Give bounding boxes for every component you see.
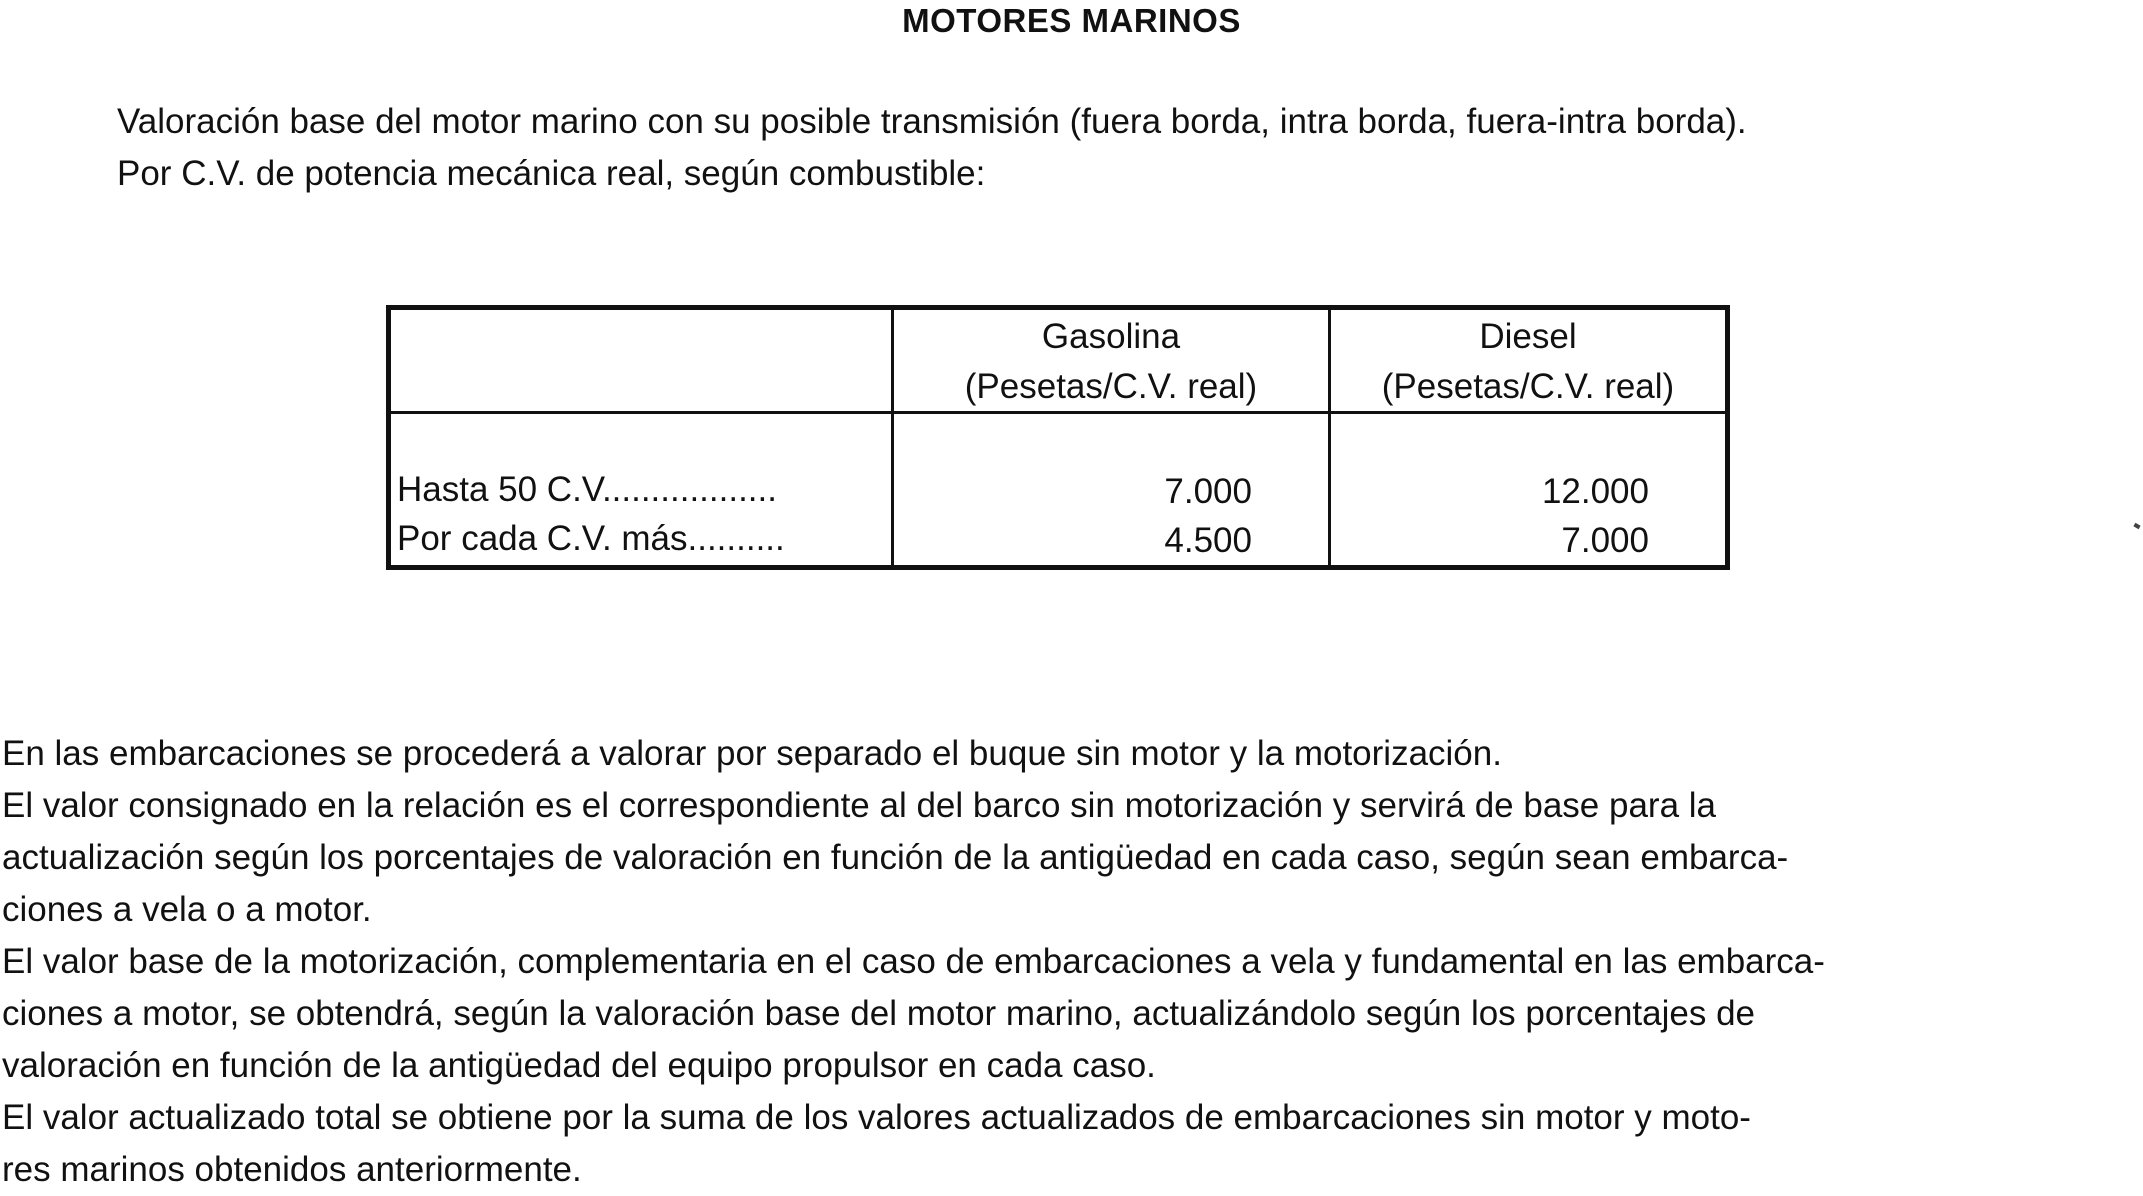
text-line: El valor actualizado total se obtiene por la suma de los valores actualizados de embarcaciones sin motor y moto- [2, 1098, 1751, 1137]
row-label-column [391, 310, 894, 565]
intro-text [117, 96, 1747, 200]
diesel-values [1542, 467, 1649, 565]
text-line: valoración en función de la antigüedad del equipo propulsor en cada caso. [2, 1046, 1156, 1085]
text-line: El valor base de la motorización, complementaria en el caso de embarcaciones a vela y fundamental en las embarca- [2, 942, 1825, 981]
scan-speck [2133, 523, 2140, 529]
text-line: ciones a motor, se obtendrá, según la valoración base del motor marino, actualizándolo según los porcentajes de [2, 994, 1756, 1033]
diesel-column [1331, 310, 1725, 565]
intro-line-1: Valoración base del motor marino con su posible transmisión (fuera borda, intra borda, fuera-intra borda). [117, 102, 1747, 141]
empty-header-cell [391, 310, 891, 414]
row-label: Hasta 50 C.V.................. [397, 470, 777, 509]
row-label: Por cada C.V. más.......... [397, 519, 785, 558]
gasolina-values [1164, 467, 1252, 565]
text-line: En las embarcaciones se procederá a valorar por separado el buque sin motor y la motorización. [2, 734, 1502, 773]
column-header-name: Gasolina [1041, 317, 1181, 356]
table-cell: 7.000 [1164, 472, 1252, 511]
body-text [2, 728, 2132, 1196]
column-header-unit: (Pesetas/C.V. real) [964, 367, 1258, 406]
text-line: res marinos obtenidos anteriormente. [2, 1150, 582, 1189]
column-header-diesel [1331, 310, 1725, 414]
text-line: ciones a vela o a motor. [2, 890, 372, 929]
gasolina-column [894, 310, 1331, 565]
table-cell: 7.000 [1561, 521, 1649, 560]
paragraph [2, 728, 2132, 780]
column-header-gasolina [894, 310, 1328, 414]
table-cell: 4.500 [1164, 521, 1252, 560]
page-title: MOTORES MARINOS [902, 2, 1241, 39]
valuation-table [386, 305, 1730, 570]
text-line: actualización según los porcentajes de valoración en función de la antigüedad en cada caso, según sean embarca- [2, 838, 1789, 877]
paragraph [2, 936, 2132, 1092]
column-header-name: Diesel [1479, 317, 1577, 356]
table-cell: 12.000 [1541, 472, 1649, 511]
paragraph [2, 780, 2132, 936]
paragraph [2, 1092, 2132, 1196]
intro-line-2: Por C.V. de potencia mecánica real, según combustible: [117, 154, 986, 193]
row-labels [397, 465, 785, 563]
column-header-unit: (Pesetas/C.V. real) [1381, 367, 1675, 406]
text-line: El valor consignado en la relación es el correspondiente al del barco sin motorización y servirá de base para la [2, 786, 1717, 825]
